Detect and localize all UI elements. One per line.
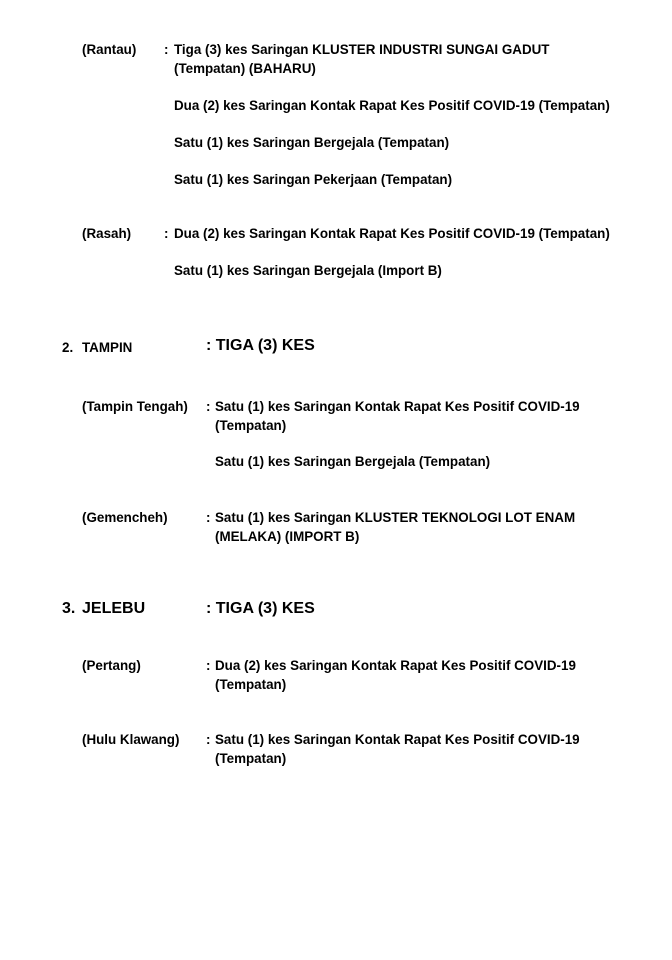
entry-line: Satu (1) kes Saringan KLUSTER TEKNOLOGI LOT ENAM [215, 510, 576, 525]
entry-rantau-1 [174, 40, 549, 78]
entry-rasah-2: Satu (1) kes Saringan Bergejala (Import B) [174, 263, 442, 278]
section-number-jelebu: 3. [62, 600, 76, 617]
location-gemencheh: (Gemencheh) [82, 510, 168, 525]
entry-rantau-2: Dua (2) kes Saringan Kontak Rapat Kes Positif COVID-19 (Tempatan) [174, 98, 610, 113]
location-hulu-klawang: (Hulu Klawang) [82, 732, 180, 747]
entry-pertang-1 [215, 656, 576, 694]
district-total-tampin: : TIGA (3) KES [206, 337, 315, 354]
entry-line: (Tempatan) [215, 418, 287, 433]
entry-line: (Tempatan) (BAHARU) [174, 61, 316, 76]
entry-line: (MELAKA) (IMPORT B) [215, 529, 360, 544]
district-jelebu: JELEBU [82, 600, 146, 617]
entry-hulu-klawang-1 [215, 730, 580, 768]
location-rasah: (Rasah) [82, 226, 132, 241]
colon: : [206, 732, 211, 747]
entry-tampin-tengah-1 [215, 397, 580, 435]
colon: : [206, 399, 211, 414]
colon: : [206, 510, 211, 525]
district-total-jelebu: : TIGA (3) KES [206, 600, 315, 617]
location-tampin-tengah: (Tampin Tengah) [82, 399, 188, 414]
entry-line: Satu (1) kes Saringan Kontak Rapat Kes Positif COVID-19 [215, 732, 580, 747]
entry-rantau-3: Satu (1) kes Saringan Bergejala (Tempatan) [174, 135, 450, 150]
colon: : [164, 42, 169, 57]
entry-rantau-4: Satu (1) kes Saringan Pekerjaan (Tempatan) [174, 172, 453, 187]
entry-tampin-tengah-2: Satu (1) kes Saringan Bergejala (Tempatan) [215, 454, 491, 469]
colon: : [206, 658, 211, 673]
location-rantau: (Rantau) [82, 42, 137, 57]
district-tampin: TAMPIN [82, 340, 133, 355]
colon: : [164, 226, 169, 241]
entry-line: (Tempatan) [215, 751, 287, 766]
total-text: TIGA (3) KES [215, 337, 315, 354]
entry-line: Dua (2) kes Saringan Kontak Rapat Kes Positif COVID-19 [215, 658, 576, 673]
location-pertang: (Pertang) [82, 658, 141, 673]
entry-line: (Tempatan) [215, 677, 287, 692]
entry-line: Tiga (3) kes Saringan KLUSTER INDUSTRI SUNGAI GADUT [174, 42, 550, 57]
section-number-tampin: 2. [62, 340, 74, 355]
total-text: TIGA (3) KES [215, 600, 315, 617]
entry-line: Satu (1) kes Saringan Kontak Rapat Kes Positif COVID-19 [215, 399, 580, 414]
entry-rasah-1: Dua (2) kes Saringan Kontak Rapat Kes Positif COVID-19 (Tempatan) [174, 226, 610, 241]
entry-gemencheh-1 [215, 508, 575, 546]
